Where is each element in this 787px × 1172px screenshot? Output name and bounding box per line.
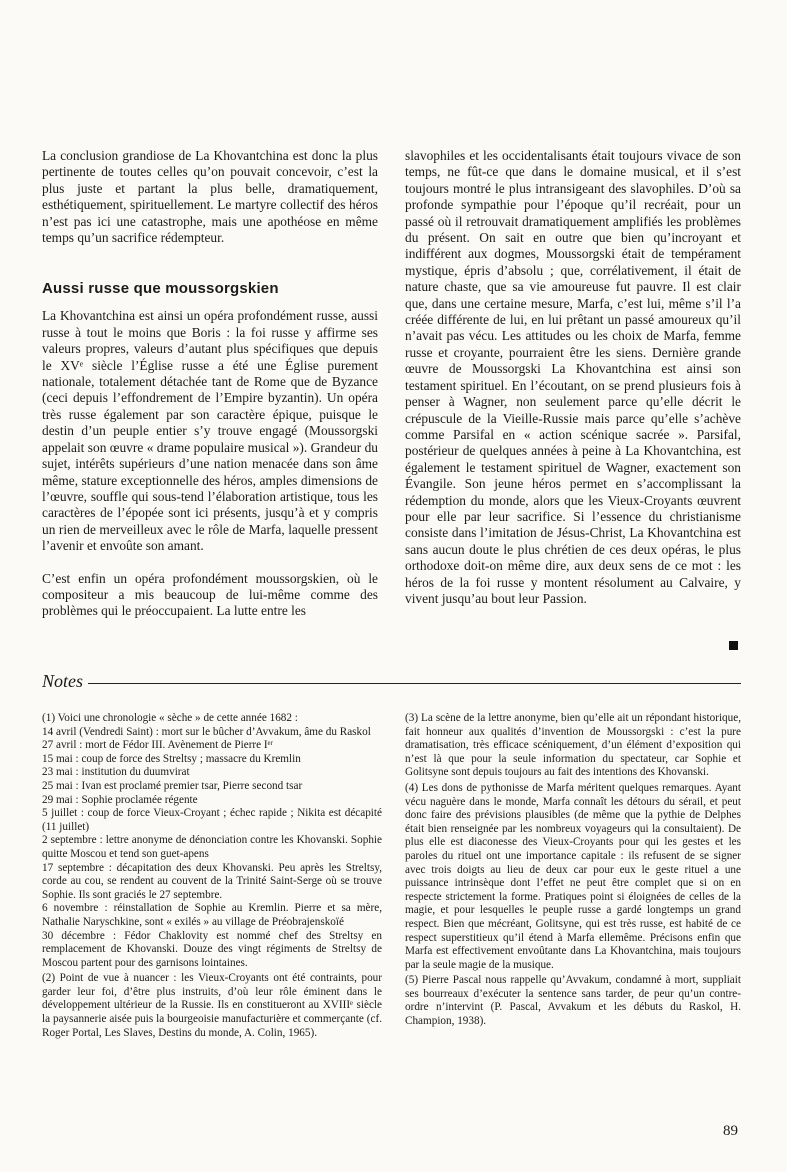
chronology-line: 2 septembre : lettre anonyme de dénonciation contre les Khovanski. Sophie quitte Moscou et tend son guet-apens: [42, 834, 382, 860]
note-3: (3) La scène de la lettre anonyme, bien qu’elle ait un répondant historique, fait honneur aux qualités d’invention de Moussorgski : c’est la pure dramatisation, très efficace scéniquement, d’un élément d’exposition qui n’est là que pour la seule information du spectateur, car Sophie et Golitsyne sont depuis toujours au fait des intentions des Khovanski.: [405, 712, 741, 779]
chronology-line: 15 mai : coup de force des Streltsy ; massacre du Kremlin: [42, 752, 301, 765]
chronology-line: 25 mai : Ivan est proclamé premier tsar, Pierre second tsar: [42, 779, 303, 792]
article-column-right: [405, 148, 741, 607]
paragraph-russian-opera: La Khovantchina est ainsi un opéra profondément russe, aussi russe à tout le moins que Boris : la foi russe y affirme ses valeurs propres, valeurs d’autant plus spécifiques que depuis le XVᵉ siècle l’Église russe a été une Église purement nationale, totalement détachée tant de Rome que de Byzance (ceci depuis l’effondrement de l’Empire byzantin). Un opéra très russe également par son caractère épique, puisque le destin d’un peuple entier s’y trouve engagé (Moussorgski appelait son œuvre « drame populaire musical »). Grandeur du sujet, intérêts supérieurs d’une nation menacée dans son âme même, stature exceptionnelle des héros, amples dimensions de l’œuvre, souffle qui sous-tend l’élaboration artistique, tous les caractères de l’épopée sont ici présents, jusqu’à et y compris un rien de merveilleux avec le rôle de Marfa, laquelle pressent l’avenir et envoûte son amant.: [42, 308, 378, 554]
chronology-line: 23 mai : institution du duumvirat: [42, 766, 190, 779]
notes-column-left: [42, 712, 382, 1042]
chronology-line: 29 mai : Sophie proclamée régente: [42, 793, 198, 806]
paragraph-testament: slavophiles et les occidentalisants était toujours vivace de son temps, ne fût-ce que dans le domaine musical, et il s’est toujours montré le plus intransigeant des slavophiles. D’où sa profonde sympathie pour l’époque qu’il recréait, pour un passé où il retrouvait dramatiquement amplifiés les problèmes du présent. On sait en outre que bien qu’incroyant et indifférent aux dogmes, Moussorgski était de tempérament mystique, épris d’absolu ; que, corrélativement, il était de nature chaste, que sa vie amoureuse fut pauvre. Il est clair que, dans une certaine mesure, Marfa, c’est lui, même s’il l’a créée différente de lui, en lui prêtant un passé amoureux qu’il n’avait pas vécu. Les attitudes ou les choix de Marfa, femme russe et croyante, pourraient être les siens. Dernière grande œuvre de Moussorgski La Khovantchina est ainsi son testament spirituel. En l’écoutant, on se prend plusieurs fois à penser à Wagner, non seulement parce qu’elle décrit le crépuscule de la Vieille-Russie mais parce qu’elle s’achève comme Parsifal en « action scénique sacrée ». Parsifal, postérieur de quelques années à peine à La Khovantchina, est également le testament spirituel de Wagner, exactement son Évangile. Son jeune héros permet en s’accomplissant la rédemption du monde, alors que les Vieux-Croyants œuvrent pour elle par leur sacrifice. Si l’essence du christianisme consiste dans l’imitation de Jésus-Christ, La Khovantchina est sans aucun doute le plus chrétien de ces deux opéras, le plus orthodoxe doit-on même dire, aux deux sens de ce mot : les héros de la foi russe y montent résolument au Calvaire, y vivent jusqu’au bout leur Passion.: [405, 148, 741, 606]
notes-column-right: [405, 712, 741, 1031]
notes-divider: [88, 683, 741, 684]
section-heading: Aussi russe que moussorgskien: [42, 280, 279, 298]
note-4: (4) Les dons de pythonisse de Marfa méritent quelques remarques. Ayant vécu naguère dans le monde, Marfa connaît les détours du sérail, et peut donc faire des prévisions plausibles (de même que la pythie de Delphes était bien renseignée par les nombreux voyageurs qui la consultaient). De plus elle est diaconesse des Vieux-Croyants pour qui les gestes et les paroles du rituel ont une importance capitale : ils refusent de se signer avec trois doigts au lieu de deux car pour eux le geste rituel a une puissance intrinsèque dont l’effet ne peut être complet que si on en respecte strictement la forme. Pratiques point si éloignées de celles de la magie, et pour lesquelles le peuple russe a gardé longtemps un grand respect. Bien que mécréant, Golitsyne, qui est très russe, est habité de ce respect superstitieux qu’il étend à Marfa ellemême. Précisons enfin que Marfa est effectivement envoûtante dans La Khovantchina, mais toujours par la seule magie de la musique.: [405, 781, 741, 971]
chronology-line: 30 décembre : Fédor Chaklovity est nommé chef des Streltsy en remplacement de Khovanski. Douze des vingt régiments de Streltsy de Moscou partent pour des garnisons lointaines.: [42, 929, 382, 969]
chronology-line: 14 avril (Vendredi Saint) : mort sur le bûcher d’Avvakum, âme du Raskol: [42, 725, 371, 738]
end-of-article-square-icon: [729, 641, 738, 650]
chronology-line: 17 septembre : décapitation des deux Khovanski. Peu après les Streltsy, corde au cou, se rendent au couvent de la Trinité Saint-Serge où se trouve Sophie. Ils sont graciés le 27 septembre.: [42, 861, 382, 901]
paragraph-conclusion: La conclusion grandiose de La Khovantchina est donc la plus pertinente de toutes celles qu’on pouvait concevoir, c’est la plus juste et partant la plus belle, dramatiquement, esthétiquement, spirituellement. Le martyre collectif des héros n’est pas ici une catastrophe, mais une apothéose en même temps qu’un sacrifice rédempteur.: [42, 148, 378, 246]
note-5: (5) Pierre Pascal nous rappelle qu’Avvakum, condamné à mort, suppliait ses bourreaux d’exécuter la sentence sans tarder, de peur qu’un contre-ordre n’intervint (P. Pascal, Avvakum et les débuts du Raskol, H. Champion, 1938).: [405, 974, 741, 1028]
paragraph-moussorgskian: C’est enfin un opéra profondément moussorgskien, où le compositeur a mis beaucoup de lui-même comme des problèmes qui le préoccupaient. La lutte entre les: [42, 570, 378, 619]
chronology-line: 5 juillet : coup de force Vieux-Croyant ; échec rapide ; Nikita est décapité (11 juillet): [42, 807, 382, 833]
chronology-line: (1) Voici une chronologie « sèche » de cette année 1682 :: [42, 712, 298, 724]
chronology-line: 6 novembre : réinstallation de Sophie au Kremlin. Pierre et sa mère, Nathalie Naryschkine, sont « exilés » au village de Préobrajenskoïé: [42, 902, 382, 928]
page-number: 89: [723, 1123, 738, 1139]
note-1-chronology: [42, 712, 382, 970]
chronology-line: 27 avril : mort de Fédor III. Avènement de Pierre Iᵉʳ: [42, 739, 273, 752]
note-2: (2) Point de vue à nuancer : les Vieux-Croyants ont été contraints, pour garder leur foi, d’être plus instruits, d’où leur rôle éminent dans le développement ultérieur de la Russie. Ils en constitueront au XVIIIᵉ siècle la paysannerie aisée puis la bourgeoisie manufacturière et commerçante (cf. Roger Portal, Les Slaves, Destins du monde, A. Colin, 1965).: [42, 972, 382, 1039]
notes-heading: Notes: [42, 671, 84, 691]
article-column-left: [42, 148, 378, 620]
